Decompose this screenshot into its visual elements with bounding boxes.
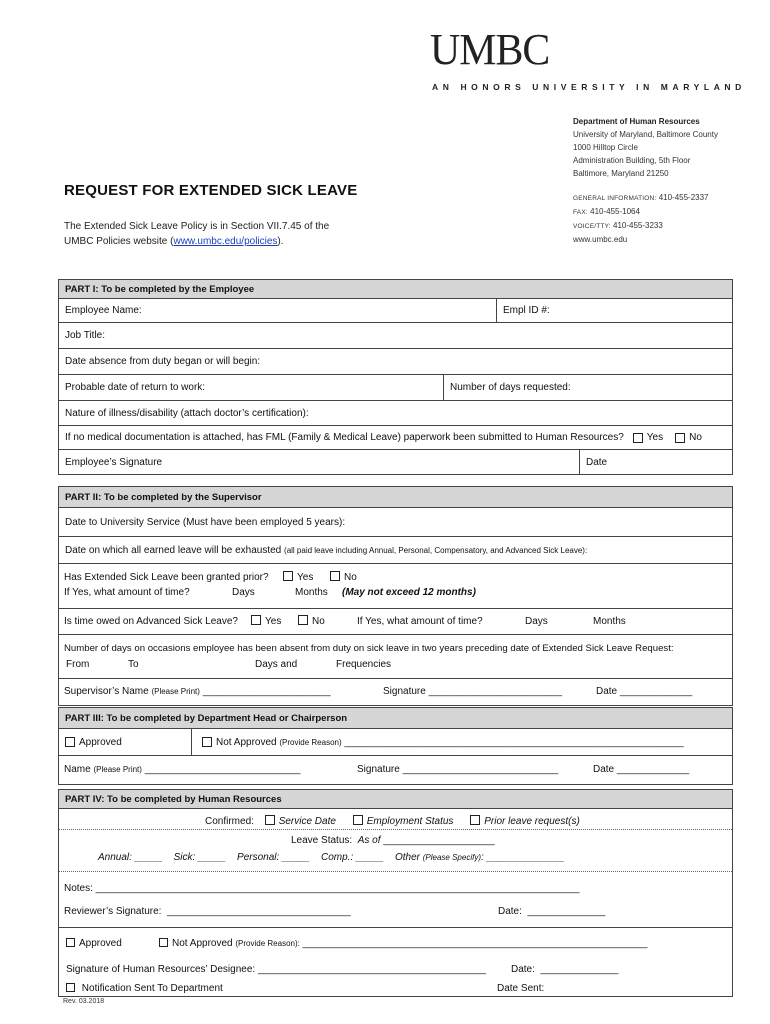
granted-no-checkbox[interactable] bbox=[330, 571, 340, 581]
fml-no-label: No bbox=[689, 432, 702, 443]
advanced-yes-label: Yes bbox=[265, 616, 282, 627]
max-months-note: (May not exceed 12 months) bbox=[342, 587, 476, 598]
amount-question: If Yes, what amount of time? bbox=[64, 587, 190, 598]
advanced-question: Is time owed on Advanced Sick Leave? bbox=[64, 616, 238, 627]
designee-line: _________________________________________ bbox=[257, 964, 486, 975]
please-print-note: (Please Print) bbox=[151, 687, 200, 696]
employee-date-field[interactable] bbox=[579, 449, 733, 475]
reviewer-signature-field[interactable] bbox=[64, 906, 351, 917]
as-of-line[interactable]: ____________________ bbox=[383, 835, 495, 846]
logo-tagline: AN HONORS UNIVERSITY IN MARYLAND bbox=[432, 82, 746, 92]
sick-label: Sick: bbox=[173, 852, 196, 863]
part4-left-border bbox=[58, 808, 59, 928]
please-print-note: (Please Print) bbox=[93, 765, 142, 774]
employee-name-field[interactable] bbox=[58, 298, 497, 323]
absence-date-label: Date absence from duty began or will begin: bbox=[65, 356, 261, 367]
hr-approved-label: Approved bbox=[79, 938, 122, 949]
occasions-section bbox=[58, 634, 733, 679]
supervisor-signature-line: ________________________ bbox=[428, 686, 563, 697]
prior-leave-checkbox[interactable] bbox=[470, 815, 480, 825]
return-date-label: Probable date of return to work: bbox=[65, 382, 206, 393]
dept-head-signature-line: ____________________________ bbox=[402, 764, 559, 775]
other-line[interactable]: ______________ bbox=[486, 852, 565, 863]
granted-question: Has Extended Sick Leave been granted prior? bbox=[64, 572, 269, 583]
fax-label: FAX: bbox=[573, 209, 588, 216]
intro-punct: ). bbox=[277, 236, 284, 247]
notification-option bbox=[66, 983, 223, 994]
approved-option bbox=[58, 728, 192, 756]
dept-head-name-line: ____________________________ bbox=[144, 764, 301, 775]
bottom-border bbox=[59, 996, 732, 997]
leave-balance-row: Annual: _____ Sick: _____ Personal: _____ Comp.: _____ Other (Please Specify): ______________ bbox=[98, 852, 565, 863]
designee-label: Signature of Human Resources’ Designee: bbox=[66, 964, 256, 975]
part4-right-border bbox=[732, 808, 733, 928]
dotted-divider bbox=[59, 829, 732, 830]
intro-text bbox=[64, 219, 329, 249]
supervisor-date-field[interactable] bbox=[596, 686, 692, 697]
annual-label: Annual: bbox=[98, 852, 132, 863]
dept-head-name-field[interactable] bbox=[64, 764, 300, 775]
notification-label: Notification Sent To Department bbox=[81, 983, 223, 994]
comp-label: Comp.: bbox=[321, 852, 354, 863]
supervisor-name-field[interactable] bbox=[64, 686, 331, 697]
advanced-no-checkbox[interactable] bbox=[298, 615, 308, 625]
reviewer-date-line: ______________ bbox=[527, 906, 606, 917]
advanced-days-label: Days bbox=[525, 616, 548, 627]
hr-approved-option bbox=[66, 938, 122, 949]
hr-not-approved-label: Not Approved bbox=[172, 938, 233, 949]
empl-id-field[interactable] bbox=[496, 298, 733, 323]
revision-note: Rev. 03.2018 bbox=[63, 998, 105, 1005]
fml-question-row bbox=[58, 425, 733, 450]
part4-header: PART IV: To be completed by Human Resources bbox=[58, 789, 733, 809]
advanced-months-label: Months bbox=[593, 616, 626, 627]
general-phone: 410-455-2337 bbox=[658, 193, 709, 202]
comp-line[interactable]: _____ bbox=[356, 852, 384, 863]
dept-head-name-label: Name bbox=[64, 764, 91, 775]
employment-status-checkbox[interactable] bbox=[353, 815, 363, 825]
days-requested-label: Number of days requested: bbox=[450, 382, 571, 393]
personal-label: Personal: bbox=[237, 852, 280, 863]
supervisor-name-label: Supervisor’s Name bbox=[64, 686, 149, 697]
prior-leave-option: Prior leave request(s) bbox=[484, 816, 580, 827]
reviewer-date-field[interactable] bbox=[498, 906, 605, 917]
part3-header: PART III: To be completed by Department Head or Chairperson bbox=[58, 707, 733, 729]
intro-line: UMBC Policies website ( bbox=[64, 236, 174, 247]
leave-status-label: Leave Status: bbox=[291, 835, 353, 846]
general-info-label: GENERAL INFORMATION: bbox=[573, 195, 657, 202]
hr-reason-line[interactable]: ______________________________________________________________ bbox=[302, 938, 648, 949]
fml-no-checkbox[interactable] bbox=[675, 433, 685, 443]
supervisor-name-line: _______________________ bbox=[202, 686, 331, 697]
voice-label: VOICE/TTY: bbox=[573, 223, 611, 230]
personal-line[interactable]: _____ bbox=[282, 852, 310, 863]
not-approved-option bbox=[191, 728, 733, 756]
notes-field[interactable] bbox=[64, 883, 580, 894]
designee-date-line: ______________ bbox=[540, 964, 619, 975]
exhausted-note: (all paid leave including Annual, Personal, Compensatory, and Advanced Sick Leave): bbox=[284, 545, 588, 555]
part2-header: PART II: To be completed by the Supervisor bbox=[58, 486, 733, 508]
granted-yes-option bbox=[283, 571, 313, 583]
service-date-checkbox[interactable] bbox=[265, 815, 275, 825]
confirmed-label: Confirmed: bbox=[205, 816, 254, 827]
not-approved-checkbox[interactable] bbox=[202, 737, 212, 747]
address-line: 1000 Hilltop Circle bbox=[573, 143, 638, 152]
department-address bbox=[573, 115, 718, 180]
employee-name-label: Employee Name: bbox=[65, 305, 142, 316]
umbc-logo: UMBC bbox=[430, 25, 550, 74]
exhausted-label: Date on which all earned leave will be exhausted bbox=[65, 544, 282, 556]
reviewer-date-label: Date: bbox=[498, 906, 522, 917]
employee-date-label: Date bbox=[586, 456, 608, 468]
granted-no-option bbox=[330, 571, 357, 583]
as-of-label: As of bbox=[357, 835, 381, 846]
from-label: From bbox=[66, 659, 90, 670]
date-sent-label: Date Sent: bbox=[497, 983, 545, 994]
designee-signature-field[interactable] bbox=[66, 964, 486, 975]
provide-reason-note: (Provide Reason) bbox=[279, 737, 342, 747]
address-line: Baltimore, Maryland 21250 bbox=[573, 169, 669, 178]
sick-line[interactable]: _____ bbox=[198, 852, 226, 863]
advanced-yes-checkbox[interactable] bbox=[251, 615, 261, 625]
advanced-no-option bbox=[298, 615, 325, 627]
occasions-question: Number of days on occasions employee has been absent from duty on sick leave in two years preceding date of Extended Sick Leave Request: bbox=[64, 643, 674, 654]
policies-link[interactable]: www.umbc.edu/policies bbox=[173, 236, 278, 247]
fax-number: 410-455-1064 bbox=[590, 207, 640, 216]
employee-signature-field[interactable] bbox=[58, 449, 580, 475]
granted-yes-checkbox[interactable] bbox=[283, 571, 293, 581]
part1-header: PART I: To be completed by the Employee bbox=[58, 279, 733, 299]
fml-yes-label: Yes bbox=[646, 432, 664, 443]
fml-question: If no medical documentation is attached, has FML (Family & Medical Leave) paperwork been submitted to Human Resources? bbox=[65, 432, 624, 443]
dept-head-date-field[interactable] bbox=[593, 764, 689, 775]
service-date-option: Service Date bbox=[278, 816, 336, 827]
notes-label: Notes: bbox=[64, 883, 93, 894]
granted-no-label: No bbox=[344, 572, 357, 583]
reviewer-label: Reviewer’s Signature: bbox=[64, 906, 162, 917]
exhausted-date-field[interactable] bbox=[58, 536, 733, 564]
dept-head-signature-field[interactable] bbox=[357, 764, 558, 775]
hr-not-approved-checkbox[interactable] bbox=[159, 938, 168, 947]
please-specify-note: (Please Specify) bbox=[422, 853, 481, 862]
supervisor-signature-field[interactable] bbox=[383, 686, 562, 697]
job-title-field[interactable] bbox=[58, 322, 733, 349]
notes-line: _______________________________________________________________________________________ bbox=[95, 883, 580, 894]
advanced-yes-option bbox=[251, 615, 281, 627]
confirmed-row bbox=[205, 815, 580, 827]
supervisor-signature-label: Signature bbox=[383, 686, 426, 697]
employment-status-option: Employment Status bbox=[366, 816, 454, 827]
return-date-field[interactable] bbox=[58, 374, 444, 401]
department-name: Department of Human Resources bbox=[573, 117, 700, 126]
employee-signature-label: Employee’s Signature bbox=[65, 456, 163, 468]
reviewer-line: _________________________________ bbox=[167, 906, 351, 917]
months-label: Months bbox=[295, 587, 328, 598]
nature-label: Nature of illness/disability (attach doctor’s certification): bbox=[65, 407, 309, 419]
job-title-label: Job Title: bbox=[65, 330, 106, 341]
granted-prior-section bbox=[58, 563, 733, 609]
approved-label: Approved bbox=[79, 736, 122, 748]
hr-not-approved-option bbox=[159, 938, 647, 949]
supervisor-date-line: _____________ bbox=[619, 686, 693, 697]
nature-field[interactable] bbox=[58, 400, 733, 426]
other-label: Other bbox=[394, 852, 420, 863]
dotted-divider bbox=[59, 871, 732, 872]
notification-checkbox[interactable] bbox=[66, 983, 75, 992]
leave-status-row bbox=[291, 835, 495, 846]
empl-id-label: Empl ID #: bbox=[503, 305, 550, 316]
dept-head-signature-label: Signature bbox=[357, 764, 400, 775]
advanced-no-label: No bbox=[312, 616, 325, 627]
hr-provide-reason-note: (Provide Reason): bbox=[235, 939, 300, 948]
intro-line: The Extended Sick Leave Policy is in Section VII.7.45 of the bbox=[64, 221, 330, 232]
days-requested-field[interactable] bbox=[443, 374, 733, 401]
website: www.umbc.edu bbox=[573, 235, 628, 244]
days-label: Days bbox=[232, 587, 255, 598]
approved-checkbox[interactable] bbox=[65, 737, 75, 747]
page-title: REQUEST FOR EXTENDED SICK LEAVE bbox=[64, 182, 358, 199]
service-date-field[interactable] bbox=[58, 507, 733, 537]
contact-info bbox=[573, 191, 709, 246]
hr-approved-checkbox[interactable] bbox=[66, 938, 75, 947]
advanced-amount-question: If Yes, what amount of time? bbox=[357, 616, 483, 627]
fml-yes-checkbox[interactable] bbox=[633, 433, 643, 443]
absence-date-field[interactable] bbox=[58, 348, 733, 375]
service-date-label: Date to University Service (Must have been employed 5 years): bbox=[65, 516, 346, 528]
supervisor-date-label: Date bbox=[596, 686, 618, 697]
address-line: Administration Building, 5th Floor bbox=[573, 156, 691, 165]
address-line: University of Maryland, Baltimore County bbox=[573, 130, 718, 139]
dept-head-date-line: _____________ bbox=[616, 764, 690, 775]
reason-line[interactable]: _____________________________________________________________ bbox=[344, 736, 684, 748]
frequencies-label: Frequencies bbox=[336, 659, 392, 670]
designee-date-field[interactable] bbox=[511, 964, 618, 975]
not-approved-label: Not Approved bbox=[216, 736, 277, 748]
designee-date-label: Date: bbox=[511, 964, 535, 975]
voice-number: 410-455-3233 bbox=[613, 221, 663, 230]
granted-yes-label: Yes bbox=[297, 572, 314, 583]
to-label: To bbox=[128, 659, 139, 670]
days-and-label: Days and bbox=[255, 659, 298, 670]
annual-line[interactable]: _____ bbox=[134, 852, 163, 863]
dept-head-date-label: Date bbox=[593, 764, 615, 775]
